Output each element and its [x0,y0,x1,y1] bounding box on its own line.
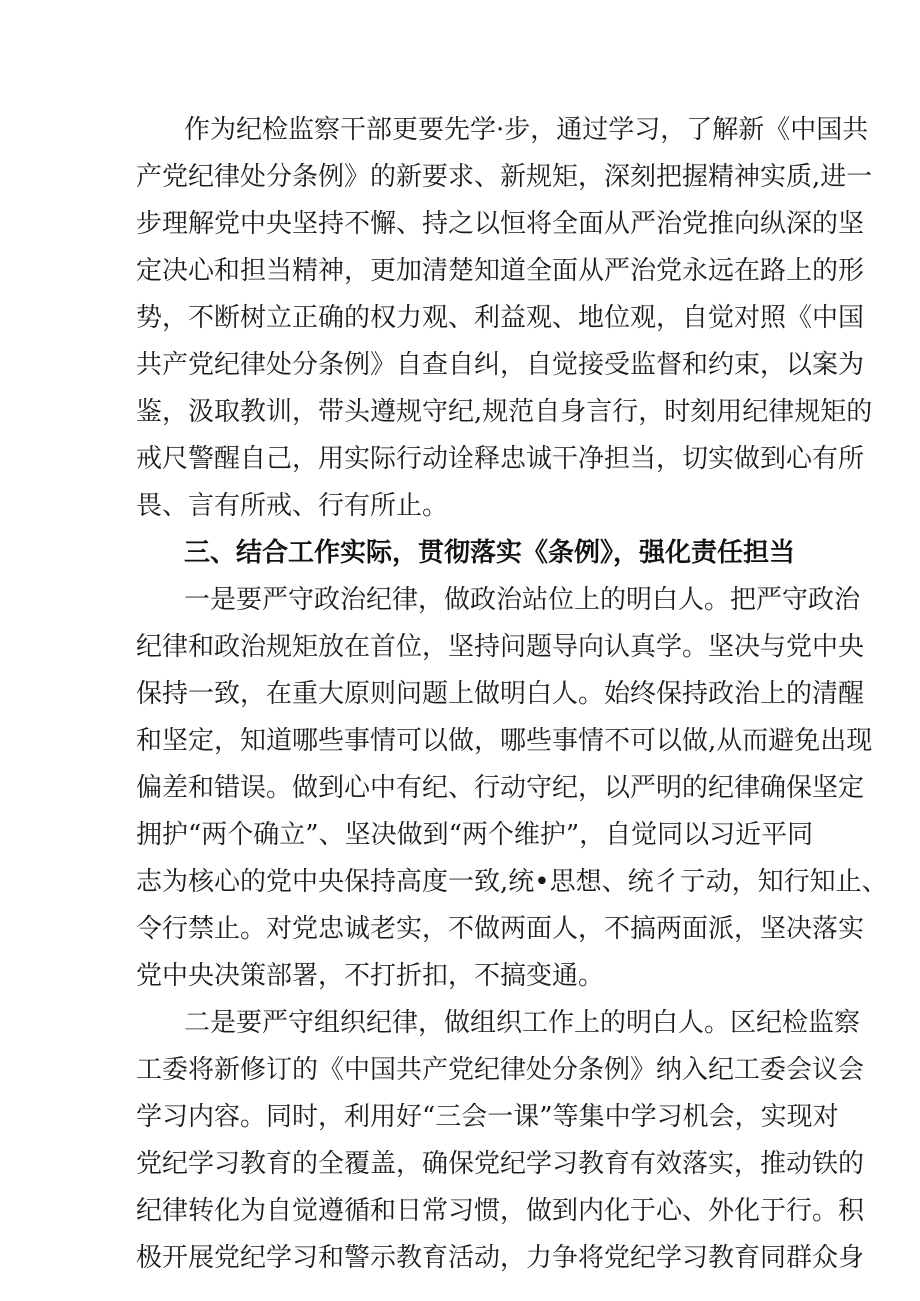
text-line: 偏差和错误。做到心中有纪、行动守纪，以严明的纪律确保坚定 [136,773,865,803]
text-line: 纪律和政治规矩放在首位，坚持问题导向认真学。坚决与党中央 [136,632,865,662]
text-line: 作为纪检监察干部更要先学·步，通过学习，了解新《中国共 [184,115,869,145]
text-line: 戒尺警醒自己，用实际行动诠释忠诚干净担当，切实做到心有所 [136,444,865,474]
text-line: 志为核心的党中央保持高度一致,统•思想、统彳亍动，知行知止、 [136,867,888,897]
text-line: 党中央决策部署，不打折扣，不搞变通。 [136,961,605,991]
text-line: 和坚定，知道哪些事情可以做，哪些事情不可以做,从而避免出现 [136,726,873,756]
text-line: 工委将新修订的《中国共产党纪律处分条例》纳入纪工委会议会 [136,1055,865,1085]
text-line: 保持一致，在重大原则问题上做明白人。始终保持政治上的清醒 [136,679,865,709]
text-line: 共产党纪律处分条例》自查自纠，自觉接受监督和约束，以案为 [136,350,865,380]
text-line: 势，不断树立正确的权力观、利益观、地位观，自觉对照《中国 [136,303,865,333]
text-line: 产党纪律处分条例》的新要求、新规矩，深刻把握精神实质,进一 [136,162,873,192]
text-line: 学习内容。同时，利用好“三会一课”等集中学习机会，实现对 [136,1102,839,1132]
text-line: 党纪学习教育的全覆盖，确保党纪学习教育有效落实，推动铁的 [136,1149,865,1179]
text-line: 拥护“两个确立”、坚决做到“两个维护”，自觉同以习近平同 [136,820,814,850]
text-line: 定决心和担当精神，更加清楚知道全面从严治党永远在路上的形 [136,256,865,286]
text-line: 纪律转化为自觉遵循和日常习惯，做到内化于心、外化于行。积 [136,1196,865,1226]
section-heading-3: 三、结合工作实际，贯彻落实《条例》，强化责任担当 [184,538,796,568]
text-line: 令行禁止。对党忠诚老实，不做两面人，不搞两面派，坚决落实 [136,914,865,944]
text-line: 鉴，汲取教训，带头遵规守纪,规范自身言行，时刻用纪律规矩的 [136,397,873,427]
text-line: 步理解党中央坚持不懈、持之以恒将全面从严治党推向纵深的坚 [136,209,865,239]
text-line: 二是要严守组织纪律，做组织工作上的明白人。区纪检监察 [184,1008,861,1038]
text-line: 极开展党纪学习和警示教育活动，力争将党纪学习教育同群众身 [136,1243,865,1273]
text-line: 畏、言有所戒、行有所止。 [136,491,449,521]
text-line: 一是要严守政治纪律，做政治站位上的明白人。把严守政治 [184,585,861,615]
